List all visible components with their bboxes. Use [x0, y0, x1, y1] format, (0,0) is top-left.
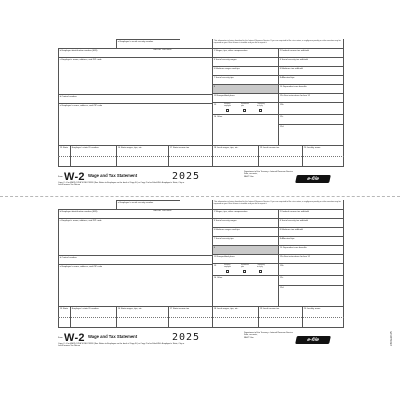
form-word: Form: [58, 176, 63, 178]
form-word: Form: [58, 337, 63, 339]
third-party-sick-pay-checkbox[interactable]: [259, 270, 262, 273]
statutory-employee-checkbox[interactable]: [226, 109, 229, 112]
box-3-ss-wages: 3 Social security wages: [212, 218, 278, 227]
box-15-state: 15 State: [58, 145, 70, 167]
third-party-sick-pay-label: Third-party sick pay: [257, 265, 265, 268]
box-10-dependent-care: 10 Dependent care benefits: [278, 245, 344, 254]
form-footer: [58, 330, 344, 352]
box-16-state-wages: 16 State wages, tips, etc.: [116, 306, 168, 328]
retirement-plan-label: Retirement plan: [241, 265, 249, 268]
box-7-ss-tips: 7 Social security tips: [212, 75, 278, 84]
box-4-ss-tax: 4 Social security tax withheld: [278, 218, 344, 227]
efile-logo: e-file: [295, 175, 331, 183]
box-c-employer-name: c Employer's name, address, and ZIP code: [58, 218, 212, 255]
form-footer: [58, 169, 344, 191]
box-5-medicare-wages: 5 Medicare wages and tips: [212, 227, 278, 236]
box-15-state-id: Employer's state ID number: [70, 145, 116, 167]
box-19-local-tax: 19 Local income tax: [258, 145, 302, 167]
tax-year: 2025: [172, 332, 201, 343]
box-c-employer-name: c Employer's name, address, and ZIP code: [58, 57, 212, 94]
box-7-ss-tips: 7 Social security tips: [212, 236, 278, 245]
copy-instructions: Copy C—For EMPLOYEE'S RECORDS (See Notice to Employee on the back of Copy B.) or Copy 2 to be Filed With Employee's State, City or Local Income Tax Return: [58, 182, 185, 187]
box-d-control-number: d Control number: [58, 94, 212, 103]
retirement-plan-label: Retirement plan: [241, 104, 249, 107]
department-name: Department of the Treasury—Internal Revenue Service: [244, 171, 293, 173]
retirement-plan-checkbox[interactable]: [243, 270, 246, 273]
box-2-federal-tax: 2 Federal income tax withheld: [278, 48, 344, 57]
form-title: Wage and Tax Statement: [88, 334, 138, 339]
box-9-blank: 9: [212, 84, 278, 93]
box-b-ein: b Employer identification number (EIN): [58, 209, 212, 218]
box-20-locality: 20 Locality name: [302, 306, 344, 328]
box-1-wages: 1 Wages, tips, other compensation: [212, 209, 278, 218]
fast-use-text: FAST! Use: [244, 336, 254, 339]
form-code: W-2: [64, 171, 85, 183]
box-18-local-wages: 18 Local wages, tips, etc.: [212, 306, 258, 328]
box-2-federal-tax: 2 Federal income tax withheld: [278, 209, 344, 218]
box-12d: 12d: [278, 285, 344, 306]
box-a-employee-ssn: a Employee's social security number: [116, 39, 180, 48]
box-17-state-tax: 17 State income tax: [168, 145, 212, 167]
box-12a: 12a See instructions for box 12: [278, 254, 344, 263]
side-code: L5CE2C25: [389, 331, 393, 346]
box-8-allocated-tips: 8 Allocated tips: [278, 236, 344, 245]
box-12b: 12b: [278, 102, 344, 114]
efile-logo: e-file: [295, 336, 331, 344]
omb-number: OMB No. 1545-0008: [153, 49, 172, 51]
box-12d: 12d: [278, 124, 344, 145]
irs-notice: This information is being furnished to the Internal Revenue Service. If you are required to file a tax return, a negligence penalty or other sanction may be imposed on you if this income is taxable and you fail to report it.: [212, 39, 344, 48]
box-b-ein: b Employer identification number (EIN): [58, 48, 212, 57]
statutory-employee-label: Statutory employee: [224, 265, 231, 268]
box-6-medicare-tax: 6 Medicare tax withheld: [278, 66, 344, 75]
w2-form-bottom: [58, 200, 344, 352]
box-18-local-wages: 18 Local wages, tips, etc.: [212, 145, 258, 167]
irs-notice: This information is being furnished to the Internal Revenue Service. If you are required to file a tax return, a negligence penalty or other sanction may be imposed on you if this income is taxable and you fail to report it.: [212, 200, 344, 209]
state-row-divider: [58, 156, 344, 157]
safe-accurate-text: Safe, accurate,: [244, 173, 258, 176]
box-5-medicare-wages: 5 Medicare wages and tips: [212, 66, 278, 75]
box-4-ss-tax: 4 Social security tax withheld: [278, 57, 344, 66]
box-15-state: 15 State: [58, 306, 70, 328]
box-14-other: 14 Other: [212, 114, 278, 145]
tax-year: 2025: [172, 171, 201, 182]
box-14-other: 14 Other: [212, 275, 278, 306]
box-12a: 12a See instructions for box 12: [278, 93, 344, 102]
department-name: Department of the Treasury—Internal Revenue Service: [244, 332, 293, 334]
copy-instructions: Copy C—For EMPLOYEE'S RECORDS (See Notice to Employee on the back of Copy B.) or Copy 2 to be Filed With Employee's State, City or Local Income Tax Return: [58, 343, 185, 348]
box-1-wages: 1 Wages, tips, other compensation: [212, 48, 278, 57]
fast-use-text: FAST! Use: [244, 175, 254, 178]
box-12c: 12c: [278, 114, 344, 124]
third-party-sick-pay-checkbox[interactable]: [259, 109, 262, 112]
box-12c: 12c: [278, 275, 344, 285]
form-title: Wage and Tax Statement: [88, 173, 138, 178]
box-e-employee-name: e Employee's name, address, and ZIP code: [58, 264, 212, 306]
box-9-blank: 9: [212, 245, 278, 254]
statutory-employee-label: Statutory employee: [224, 104, 231, 107]
retirement-plan-checkbox[interactable]: [243, 109, 246, 112]
box-e-employee-name: e Employee's name, address, and ZIP code: [58, 103, 212, 145]
third-party-sick-pay-label: Third-party sick pay: [257, 104, 265, 107]
statutory-employee-checkbox[interactable]: [226, 270, 229, 273]
form-code: W-2: [64, 332, 85, 344]
box-6-medicare-tax: 6 Medicare tax withheld: [278, 227, 344, 236]
box-16-state-wages: 16 State wages, tips, etc.: [116, 145, 168, 167]
box-3-ss-wages: 3 Social security wages: [212, 57, 278, 66]
box-12b: 12b: [278, 263, 344, 275]
box-a-employee-ssn: a Employee's social security number: [116, 200, 180, 209]
box-10-dependent-care: 10 Dependent care benefits: [278, 84, 344, 93]
omb-number: OMB No. 1545-0008: [153, 210, 172, 212]
box-d-control-number: d Control number: [58, 255, 212, 264]
box-13: 13: [212, 263, 278, 275]
box-15-state-id: Employer's state ID number: [70, 306, 116, 328]
box-8-allocated-tips: 8 Allocated tips: [278, 75, 344, 84]
box-20-locality: 20 Locality name: [302, 145, 344, 167]
perforation-line: [0, 196, 400, 197]
safe-accurate-text: Safe, accurate,: [244, 334, 258, 337]
state-row-divider: [58, 317, 344, 318]
box-11-nonqualified: 11 Nonqualified plans: [212, 254, 278, 263]
box-13: 13: [212, 102, 278, 114]
box-11-nonqualified: 11 Nonqualified plans: [212, 93, 278, 102]
box-19-local-tax: 19 Local income tax: [258, 306, 302, 328]
box-17-state-tax: 17 State income tax: [168, 306, 212, 328]
w2-form-top: [58, 39, 344, 191]
